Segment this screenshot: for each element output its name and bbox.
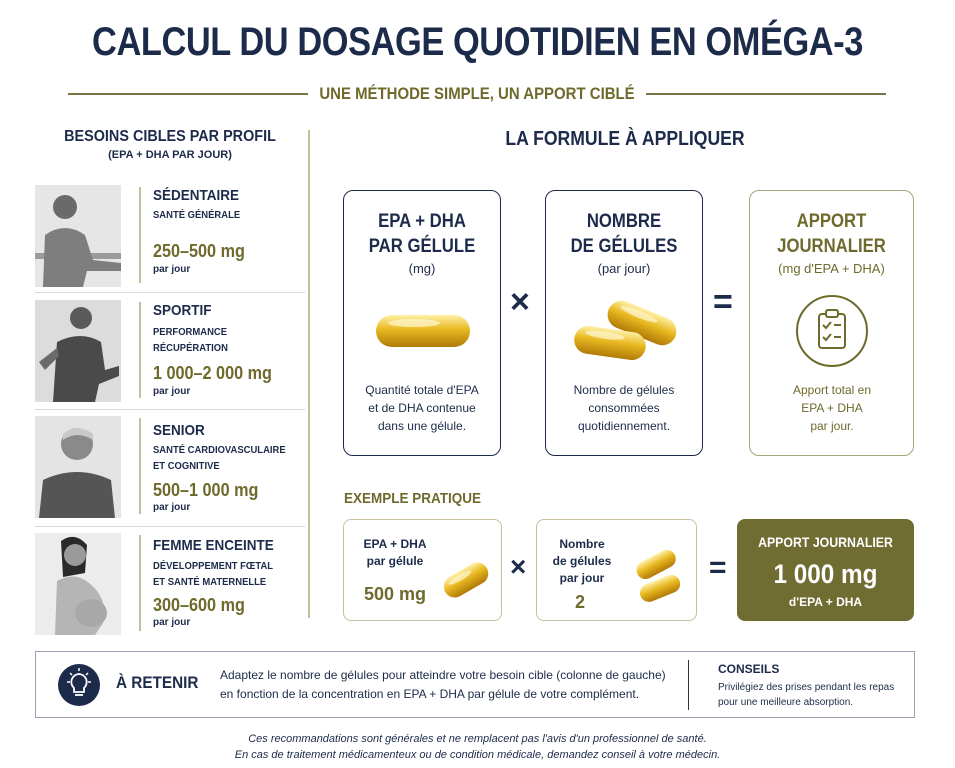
profile-unit: par jour	[153, 502, 191, 513]
profile-desc: SANTÉ GÉNÉRALE	[153, 209, 241, 221]
subtitle-row	[68, 82, 886, 106]
profile-sportif	[35, 300, 305, 410]
profile-unit: par jour	[153, 617, 191, 628]
result-value: 1 000 mg	[773, 559, 878, 589]
card-description: Nombre de gélules consommées quotidiennement.	[573, 383, 675, 433]
card-unit: (mg d'EPA + DHA)	[778, 261, 885, 276]
profile-divider	[139, 187, 141, 283]
senior-person-photo	[35, 416, 121, 518]
profile-separator	[35, 526, 305, 527]
profiles-column	[35, 128, 305, 161]
profile-desc-1: SANTÉ CARDIOVASCULAIRE	[153, 444, 286, 456]
profiles-subtitle: (EPA + DHA PAR JOUR)	[108, 149, 232, 161]
card-description: Apport total en EPA + DHA par jour.	[792, 383, 872, 433]
example-count-value: 2	[575, 592, 586, 612]
lightbulb-icon	[58, 664, 100, 706]
formula-card-epa-dha	[343, 190, 501, 456]
card-unit: (par jour)	[597, 261, 651, 276]
profile-separator	[35, 409, 305, 410]
card-title: NOMBRE DE GÉLULES	[570, 211, 678, 257]
profile-dose: 250–500 mg	[153, 241, 245, 261]
example-count-label: Nombre de gélules par jour	[552, 537, 612, 585]
card-title: APPORT JOURNALIER	[777, 211, 886, 257]
formula-card-gelules	[545, 190, 703, 456]
page-subtitle: UNE MÉTHODE SIMPLE, UN APPORT CIBLÉ	[319, 84, 635, 103]
profile-desc-2: ET COGNITIVE	[153, 460, 220, 472]
card-description: Quantité totale d'EPA et de DHA contenue dans une gélule.	[365, 383, 479, 433]
profile-desc-2: ET SANTÉ MATERNELLE	[153, 576, 267, 588]
profile-senior	[35, 416, 305, 526]
profile-unit: par jour	[153, 386, 191, 397]
profile-sedentaire	[35, 185, 305, 295]
pregnant-woman-photo	[35, 533, 121, 635]
result-label: APPORT JOURNALIER	[758, 534, 893, 550]
profile-desc-2: RÉCUPÉRATION	[153, 342, 228, 354]
example-card-epa	[343, 519, 502, 621]
profile-femme-enceinte	[35, 533, 305, 643]
equals-sign: =	[709, 551, 727, 584]
equals-sign: =	[713, 283, 733, 321]
profile-dose: 300–600 mg	[153, 595, 245, 615]
example-epa-label: EPA + DHA par gélule	[363, 537, 427, 568]
formula-card-apport	[749, 190, 914, 456]
card-title: EPA + DHA PAR GÉLULE	[368, 211, 476, 257]
sedentary-person-photo	[35, 185, 121, 287]
profile-divider	[139, 302, 141, 398]
formula-title: LA FORMULE À APPLIQUER	[505, 128, 745, 150]
capsule-icon	[440, 558, 492, 602]
example-epa-value: 500 mg	[364, 584, 427, 604]
profile-dose: 500–1 000 mg	[153, 480, 259, 500]
result-unit: d'EPA + DHA	[788, 595, 863, 609]
takeaway-text: Adaptez le nombre de gélules pour atteindre votre besoin cible (colonne de gauche) en fonction de la concentration en EPA + DHA par gélule de votre complément.	[220, 668, 666, 701]
profile-name: SENIOR	[153, 422, 205, 439]
profile-divider	[139, 418, 141, 514]
example-card-gelules	[536, 519, 697, 621]
column-divider	[308, 130, 310, 618]
tips-text: Privilégiez des prises pendant les repas pour une meilleure absorption.	[718, 682, 895, 708]
clipboard-checklist-icon	[795, 294, 869, 368]
card-unit: (mg)	[408, 261, 436, 276]
two-capsules-icon	[629, 548, 687, 604]
takeaway-divider	[688, 660, 689, 710]
example-result	[737, 519, 914, 621]
profile-name: SPORTIF	[153, 302, 212, 319]
profile-desc-1: PERFORMANCE	[153, 326, 228, 338]
tips-title: CONSEILS	[718, 662, 780, 676]
multiply-sign: ×	[510, 551, 527, 582]
profile-dose: 1 000–2 000 mg	[153, 363, 272, 383]
profile-separator	[35, 292, 305, 293]
profiles-title: BESOINS CIBLES PAR PROFIL	[64, 128, 276, 145]
profile-divider	[139, 535, 141, 631]
multiply-sign: ×	[510, 283, 530, 321]
profile-name: SÉDENTAIRE	[153, 187, 240, 204]
page-title: CALCUL DU DOSAGE QUOTIDIEN EN OMÉGA-3	[92, 20, 863, 64]
key-takeaway-box	[35, 651, 915, 718]
takeaway-title: À RETENIR	[116, 673, 199, 692]
profile-unit: par jour	[153, 264, 191, 275]
two-capsules-icon	[570, 299, 680, 361]
example-title: EXEMPLE PRATIQUE	[344, 490, 482, 507]
profile-name: FEMME ENCEINTE	[153, 537, 274, 554]
capsule-icon	[374, 313, 472, 349]
profile-desc-1: DÉVELOPPEMENT FŒTAL	[153, 560, 274, 572]
disclaimer: Ces recommandations sont générales et ne remplacent pas l'avis d'un professionnel de santé. En cas de traitement médicamenteux ou de condition médicale, demandez conseil à votre médecin.	[234, 733, 721, 761]
athlete-person-photo	[35, 300, 121, 402]
